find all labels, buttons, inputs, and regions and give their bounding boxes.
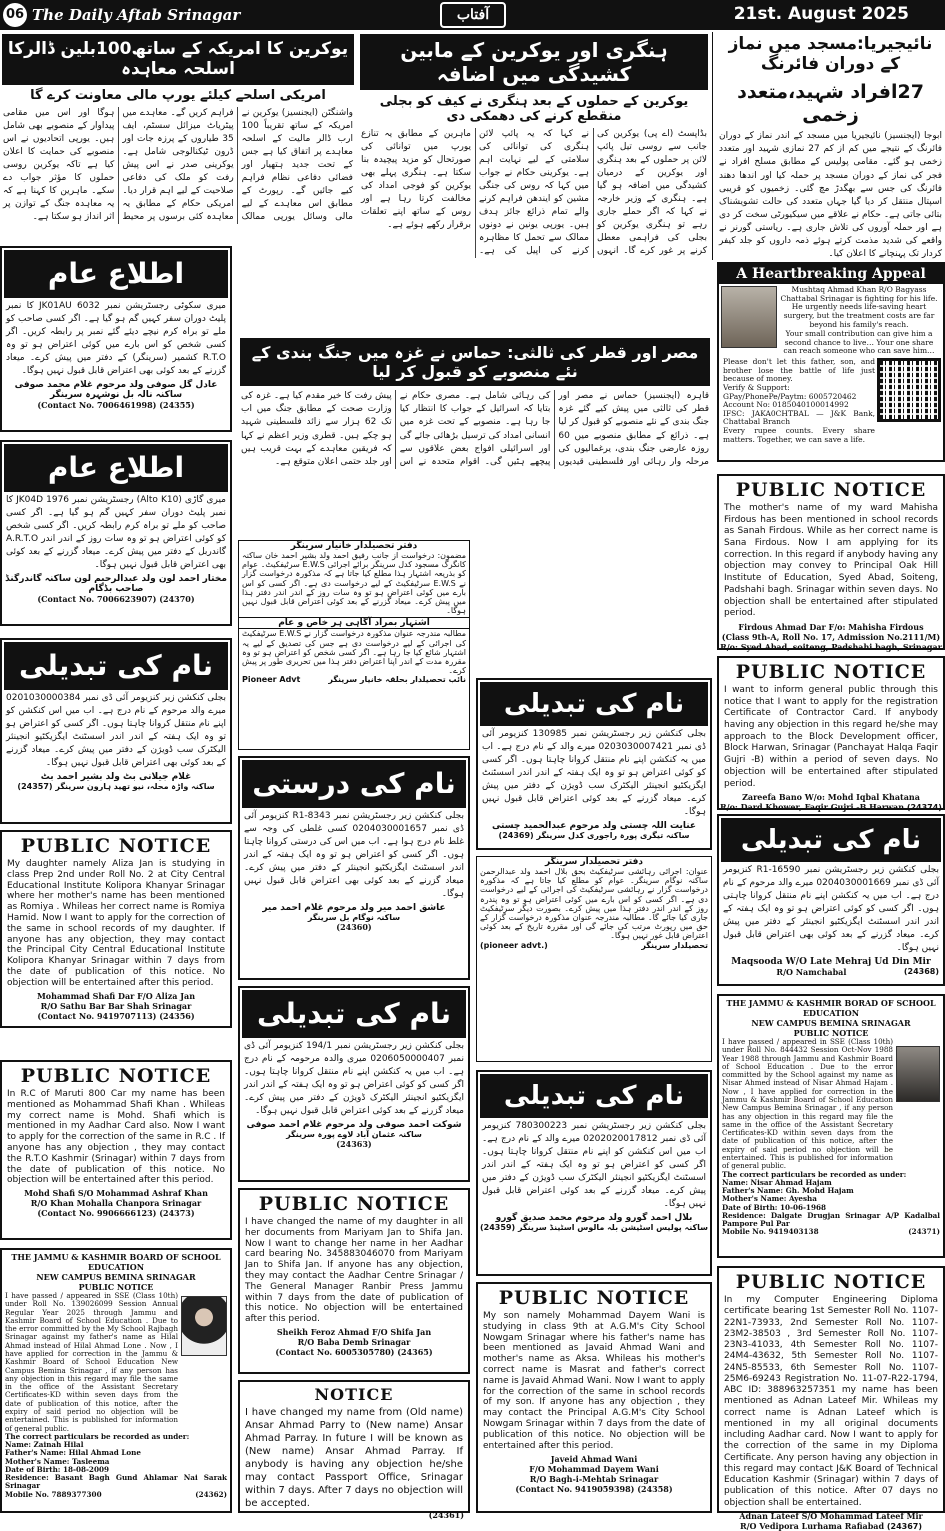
particular-residence: Residence: Dalgate Drugjan Srinagar A/P Kadalbal Pampore Pul Par xyxy=(722,1210,940,1229)
notice-title: PUBLIC NOTICE xyxy=(20,1065,212,1087)
mobile-text: Mobile No. 7889377300 xyxy=(5,1489,102,1499)
particular-mobile xyxy=(722,1228,940,1236)
headline: مصر اور قطر کی ثالثی: حماس نے غزہ میں جنگ بندی کے نئے منصوبے کو قبول کر لیا xyxy=(251,343,699,382)
article-body: ابوجا (ایجنسیز) نائیجیریا میں مسجد کے اندر نماز کے دوران فائرنگ کے نتیجے میں کم از کم 27 نمازی شہید اور متعدد زخمی ہو گئے۔ مقامی پولیس کے مطابق مسلح افراد نے فجر کی نماز کے دوران مسجد پر حملہ کیا اور اندھا دھند فائرنگ کی جس سے بھگدڑ مچ گئی۔ زخمیوں کو قریبی اسپتال منتقل کر دیا گیا جہاں متعدد کی حالت تشویشناک بتائی جاتی ہے۔ حکام نے علاقے میں سیکیورٹی سخت کر دی ہے اور حملہ آوروں کی تلاش جاری ہے۔ ریاستی گورنر نے واقعے کی شدید مذمت کرتے ہوئے ذمہ داروں کو جلد کیفر کردار تک پہنچانے کا اعلان کیا۔ xyxy=(719,131,942,259)
address-text: ساکنہ واڑہ محلہ، نیو تھید ہارون سرینگر xyxy=(55,782,215,792)
ad-banner: نام کی تبدیلی xyxy=(242,990,466,1038)
contact-text: (Contact No. 9906666123) xyxy=(37,1208,157,1219)
ad-reference: (24373) xyxy=(159,1208,195,1219)
notice-address: R/O Khan Mohalla Chanpora Srinagar xyxy=(30,1198,202,1209)
masthead xyxy=(0,0,945,30)
ad-contact xyxy=(2,400,230,410)
address-text: ساکنہ تیگری پورہ راجوری کدل سرینگر xyxy=(536,831,690,841)
appeal-footer: Every rupee counts. Every share matters. Together, we can save a life. xyxy=(723,426,875,444)
ad-reference: (24362) xyxy=(195,1489,227,1499)
ad-signatory: غلام جیلانی بٹ ولد بشیر احمد بٹ xyxy=(40,772,192,783)
board-notice-title: PUBLIC NOTICE xyxy=(793,1028,869,1038)
particular-mobile xyxy=(5,1491,227,1499)
notice-contact xyxy=(240,1347,468,1357)
board-title: THE JAMMU & KASHMIR BORAD OF SCHOOL EDUCATION xyxy=(726,998,936,1018)
particular-dob: Date of Birth: 18-08-2009 xyxy=(5,1464,109,1474)
paper-logo: آفتاب xyxy=(440,2,506,28)
ad-reference: (24369) xyxy=(498,831,534,841)
gpay-number: GPay/PhonePe/Paytm: 6005720462 xyxy=(723,391,857,401)
notice-signatory: Sheikh Feroz Ahmad F/O Shifa Jan xyxy=(276,1326,432,1337)
appeal-body xyxy=(777,286,941,356)
contact-text: (Contact No. 9419707113) xyxy=(37,1010,157,1021)
address-text: ساکنہ پولیس اسٹیشن بلہ مالوس اسٹینڈ سرینگر xyxy=(517,1223,708,1233)
notice-title: PUBLIC NOTICE xyxy=(20,835,212,857)
notice-relation: F/O Mohammad Dayem Wani xyxy=(529,1464,659,1475)
contact-text: (Contact No. 9419059398) xyxy=(515,1484,635,1495)
ad-banner: نام کی تبدیلی xyxy=(4,642,228,690)
notice-address: R/O Baba Demb Srinagar xyxy=(297,1336,411,1347)
headline: ہنگری اور یوکرین کے مابین کشیدگی میں اضافہ xyxy=(400,38,668,86)
ad-banner: نام کی تبدیلی xyxy=(480,682,708,726)
ad-footer xyxy=(239,675,469,684)
appeal-text-3: Please don't let this father, son, and brother lose the battle of life just because of money. xyxy=(723,357,875,384)
ad-notice-public-1 xyxy=(0,246,232,432)
ad-reference: (24368) xyxy=(903,967,939,977)
ad-banner: اطلاع عام xyxy=(4,250,228,298)
ad-body: میری سکوٹی رجسٹریشن نمبر JK01AU 6032 کا نمبر پلیٹ دوران سفر کہیں گم ہو گیا ہے۔ اگر کسی صاحب کو ملے تو براہ کرم نیچے دیئے گئے نمبر پر رابطہ کریں۔ اگر کسی شخص کو اس بارے میں کوئی اعتراض ہو تو وہ R.T.O کشمیر (سرینگر) کے دفتر میں پیش کرے۔ میعاد گزرنے کے بعد کوئی بھی اعتراض قابل قبول نہیں ہوگا۔ xyxy=(6,301,226,377)
notice-contact xyxy=(478,1484,710,1494)
address-text: R/O Namchabal xyxy=(776,967,847,978)
ad-name-correction-ashiq xyxy=(238,756,470,980)
ad-notice-public-2 xyxy=(0,440,232,626)
notice-particulars xyxy=(2,1433,230,1499)
ad-reference: (24358) xyxy=(637,1484,673,1495)
ad-body: مضمون: درخواست از جانب رفیق احمد ولد بشیر احمد خان ساکنہ کانگرگ مسجود کدل سرینگر برائے اجرائی E.W.S سرٹیفکیٹ۔ عوام کو بذریعہ اشتہار ہذا مطلع کیا جاتا ہے کہ مذکورہ درخواست گزار نے E.W.S سرٹیفکیٹ کے لیے درخواست دی ہے۔ اگر کسی کو اس بارے میں کوئی اعتراض ہو تو وہ سات روز کے اندر اندر دفتر ہذا میں پیش کرے۔ میعاد گزرنے کے بعد کوئی اعتراض قابل قبول نہیں ہوگا۔ xyxy=(242,551,466,616)
issue-date: 21st. August 2025 xyxy=(733,4,909,24)
qr-code-icon xyxy=(877,358,941,422)
ad-name-change-bilal xyxy=(476,1070,712,1276)
mobile-text: Mobile No. 9419403138 xyxy=(722,1227,819,1237)
ad-heartbreaking-appeal xyxy=(717,262,945,462)
ad-public-notice-aliza xyxy=(0,830,232,1028)
board-notice-title: PUBLIC NOTICE xyxy=(78,1282,154,1292)
ad-jkbose-zainah xyxy=(0,1248,232,1513)
contact-text: (Contact No. 7006461998) xyxy=(37,400,157,411)
appeal-title: A Heartbreaking Appeal xyxy=(719,264,943,284)
notice-body: In R.C of Maruti 800 Car my name has been mentioned as Mohammad Shafi Khan . Whileas my correct name is Mohd. Shafi which is mentioned in my Aadhar Card also. Now I want to apply for the correction of the same in R.C . If anyone has any objection , they may contact the R.T.O Kashmir (Srinagar) within 7 days from the date of publication of this notice. No objection will be entertained after this period. xyxy=(7,1089,225,1186)
particular-name: Name: Nisar Ahmad Hajam xyxy=(722,1177,832,1187)
ad-signatory: عنایت اللہ چستی ولد مرحوم عبدالحمید چستی xyxy=(491,821,697,832)
ad-public-notice-firdous xyxy=(717,474,945,650)
ad-body: بجلی کنکشن زیر کنزیومر آئی ڈی نمبر 0201030000384 میرے والد مرحوم کے نام درج ہے۔ اب میں اس کنکشن کو اپنے نام منتقل کروانا چاہتا ہوں۔ اگر کسی کو اعتراض ہو تو وہ ایک ہفتہ کے اندر اندر اسسٹنٹ ایگزیکٹیو انجینئر الیکٹرک سب ڈویژن کے دفتر میں پیش کرے۔ میعاد گزرنے کے بعد کوئی بھی اعتراض قابل قبول نہیں ہوگا۔ xyxy=(6,693,226,769)
office-title: دفتر تحصیلدار خانیار سرینگر xyxy=(290,541,418,551)
ad-address xyxy=(2,782,230,791)
article-hungary xyxy=(358,32,710,337)
notice-title: PUBLIC NOTICE xyxy=(735,479,927,501)
notice-title: PUBLIC NOTICE xyxy=(258,1193,450,1215)
notice-signatory: Mohd Shafi S/O Mohammad Ashraf Khan xyxy=(24,1188,208,1199)
ad-contact xyxy=(2,594,230,604)
article-nigeria xyxy=(716,32,945,258)
ad-public-notice-zareefa xyxy=(717,656,945,813)
ad-name-change-maqsooda xyxy=(717,814,945,986)
applicant-photo xyxy=(181,1296,227,1356)
ad-address: ساکنہ عثمان آباد لاوے پورہ سرینگر xyxy=(286,1130,422,1140)
ad-body-2: مطالبہ مندرجہ عنوان مذکورہ درخواست گزار نے E.W.S سرٹیفکیٹ کی اجرائی کے لیے درخواست دی ہے جس کی تصدیق کے لیے یہ اشتہار شائع کیا جا رہا ہے۔ اگر کسی شخص کو اعتراض ہو تو وہ مقررہ مدت کے اندر اپنا اعتراض دفتر ہذا میں تحریری طور پر پیش کرے۔ xyxy=(242,629,466,676)
ad-tehsildar-khanyar xyxy=(238,540,470,750)
verify-label: Verify & Support: xyxy=(723,382,790,392)
appeal-details xyxy=(721,358,877,444)
notice-address xyxy=(719,1521,943,1531)
ad-reference: (24356) xyxy=(159,1010,195,1021)
ad-signatory: بلال احمد گورو ولد مرحوم محمد صدیق گورو xyxy=(495,1213,693,1224)
footer-text: تحصیلدار سرینگر xyxy=(641,940,708,950)
ad-body: بجلی کنکشن زیر رجسٹریشن نمبر 130985 کنزیومر آئی ڈی نمبر 0203030007421 میرے والد کے نام درج ہے۔ اب میں یہ کنکشن اپنے نام منتقل کروانا چاہتا ہوں۔ اگر کسی کو کوئی اعتراض ہو تو وہ ایک ہفتہ کے اندر اندر اسسٹنٹ ایگزیکٹیو انجینئر الیکٹرک سب ڈویژن کے دفتر میں پیش کرے۔ میعاد گزرنے کے بعد کوئی اعتراض قابل قبول نہیں ہوگا۔ xyxy=(482,729,706,818)
page-number: 06 xyxy=(3,3,27,27)
ad-name-change-inayatullah xyxy=(476,678,712,850)
ad-banner: نام کی تبدیلی xyxy=(480,1074,708,1118)
applicant-photo xyxy=(896,1046,940,1102)
headline: یوکرین کا امریکہ کے ساتھ100بلین ڈالرکا اسلحہ معاہدہ xyxy=(7,39,349,80)
headline: نائیجیریا:مسجد میں نماز کے دوران فائرنگ xyxy=(728,34,933,75)
headline-box xyxy=(360,34,708,90)
notice-body: In my Computer Engineering Diploma certificate bearing 1st Semester Roll No. 1107-22N1-73933, 2nd Semester Roll No. 1107-23M2-38503 , 3rd Semester Roll No. 1107-23N3-41033, 4th Semester Roll No. 1107-24M4-43632, 5th Semester Roll No. 1107-24N5-85533, 6th Semester Roll No. 1107-25M6-69243 Registration No. 11-07-R22-1794, ABC ID: 388963257351 my name has been mentioned as Adnan Lateef Mir. Whileas my correct name is Adnan Lateef which is mentioned in my all original documents including Aadhar card. Now I want to apply for the correction of the same in my Diploma Certificate. Any person having any objection in this regard may contact J&K Board of Technical Education Kashmir (Srinagar) within 7 days of publication of this notice. After 07 days no objection shall be entertained. xyxy=(724,1295,938,1508)
notice-particulars xyxy=(719,1171,943,1237)
headline-box xyxy=(240,338,710,386)
particular-residence: Residence: Basant Bagh Gund Ahlamar Nai Sarak Srinagar xyxy=(5,1473,227,1491)
ad-name-change-shoukat xyxy=(238,986,470,1182)
article-body: واشنگٹن (ایجنسیز) یوکرین نے امریکہ کے ساتھ تقریباً 100 ارب ڈالر مالیت کے اسلحہ معاہدے پر اتفاق کیا ہے جس کے تحت جدید ہتھیار اور فضائی دفاعی نظام فراہم کیے جائیں گے۔ رپورٹ کے مطابق اس معاہدے کے لیے مالی وسائل یورپی ممالک فراہم کریں گے۔ معاہدے میں پیٹریاٹ میزائل سسٹم، ایف 35 طیاروں کے پرزہ جات اور ڈرون ٹیکنالوجی شامل ہے۔ یوکرینی صدر نے اس پیش رفت کو ملک کی دفاعی صلاحیت کے لیے اہم قرار دیا۔ امریکی حکام کے مطابق یہ معاہدہ کئی برسوں پر محیط ہوگا اور اس میں مقامی پیداوار کے منصوبے بھی شامل ہیں۔ یورپی اتحادیوں نے اس منصوبے کی حمایت کا اعلان کیا ہے تاکہ یوکرین روسی حملوں کا مؤثر جواب دے سکے۔ ماہرین کا کہنا ہے کہ یہ معاہدہ جنگ کے توازن پر اثر انداز ہو سکتا ہے۔ xyxy=(3,107,353,223)
ad-jkbose-nisar xyxy=(717,994,945,1258)
ad-reference: (24365) xyxy=(397,1346,433,1357)
ad-body: عنوان: اجرائی رہائشی سرٹیفکیٹ بحق بلال احمد ولد عبدالرحمن ساکنہ نوگام سرینگر۔ عوام کو مطلع کیا جاتا ہے کہ مذکورہ درخواست گزار نے رہائشی سرٹیفکیٹ کی اجرائی کے لیے درخواست دی ہے۔ اگر کسی کو اس بارے میں کوئی اعتراض ہو تو وہ پندرہ روز کے اندر اندر دفتر ہذا میں پیش کرے۔ بصورت دیگر سرٹیفکیٹ جاری کیا جائے گا۔ مطالبہ مندرجہ عنوان مذکورہ درخواست گزار کے حق میں رپورٹ مرتب کی جائے گی اور مقررہ تاریخ کے بعد کوئی اعتراض قابل غور نہیں ہوگا۔ xyxy=(480,867,708,941)
particular-name: Name: Zainah Hilal xyxy=(5,1440,84,1450)
ad-public-notice-maruti xyxy=(0,1060,232,1240)
notice-address: R/o: Syed Abad, soiteng, Padshahi bagh, Srinagar xyxy=(720,641,942,652)
agency-text: Pioneer Advt xyxy=(242,675,301,685)
notice-body: The mother's name of my ward Mahisha Firdous has been mentioned in school records as Sanah Firdous. While as her correct name is Sana Firdous. Now I am applying for its correction. In this regard if anybody having any objection may convey to Principal Oak Hill Institute of Education, Syed Abad, Soiteng, Padshahi bagh. Srinagar within seven days. No objection shall be entertained after stipulated period. xyxy=(724,503,938,619)
subheadline: امریکی اسلحے کیلئے یورپ مالی معاونت کرے گا xyxy=(30,87,326,103)
contact-text: (Contact No. 7006623907) xyxy=(37,594,157,605)
subheadline: یوکرین کے حملوں کے بعد ہنگری نے کیف کو بجلی منقطع کرنے کی دھمکی دی xyxy=(379,94,689,124)
ad-body: بجلی کنکشن زیر رجسٹریشن نمبر 16590-R1 کنزیومر آئی ڈی نمبر 0204030001669 میرے والد مرحوم کے نام درج ہے۔ اب میں یہ کنکشن اپنے نام منتقل کروانا چاہتی ہوں۔ اگر کسی کو کوئی اعتراض ہو تو وہ ایک ہفتہ کے اندر اندر اسسٹنٹ ایگزیکٹیو انجینئر کے دفتر میں پیش کرے۔ میعاد گزرنے کے بعد کوئی بھی اعتراض قابل قبول نہیں ہوگا۔ xyxy=(723,865,940,954)
notice-address xyxy=(719,802,943,812)
ad-reference: (24360) xyxy=(336,922,372,933)
ad-footer xyxy=(477,941,711,950)
ad-notice-ansar xyxy=(238,1380,470,1520)
notice-signatory: Zareefa Bano W/o: Mohd Iqbal Khatana xyxy=(742,792,920,803)
ad-signatory: عادل گل صوفی ولد مرحوم غلام محمد صوفی ساکنہ نالہ بل نوشہرہ سرینگر xyxy=(14,380,218,401)
particular-mother: Mother's Name: Tasleema xyxy=(5,1456,110,1466)
ad-reference: (24370) xyxy=(159,594,195,605)
ad-body: میری گاڑی (Alto K10) رجسٹریشن نمبر JK04D 1976 کا نمبر پلیٹ دوران سفر کہیں گم ہو گیا ہے۔ اگر کسی صاحب کو ملے تو براہ کرم رابطہ کریں۔ اگر کسی شخص کو کوئی اعتراض ہو تو وہ سات روز کے اندر اندر A.R.T.O گاندربل کے دفتر میں پیش کرے۔ میعاد گزرنے کے بعد کوئی بھی اعتراض قابل قبول نہیں ہوگا۔ xyxy=(6,495,226,571)
ad-signatory: شوکت احمد صوفی ولد مرحوم غلام احمد صوفی xyxy=(246,1120,462,1131)
notice-title: NOTICE xyxy=(314,1385,394,1404)
article-body: قاہرہ (ایجنسیز) حماس نے مصر اور قطر کی ثالثی میں پیش کیے گئے غزہ جنگ بندی کے نئے منصوبے کو قبول کر لیا ہے۔ ذرائع کے مطابق منصوبے میں 60 روزہ عارضی جنگ بندی، یرغمالیوں کی مرحلہ وار رہائی اور فلسطینی قیدیوں کی رہائی شامل ہے۔ مصری حکام نے بتایا کہ اسرائیل کے جواب کا انتظار کیا جا رہا ہے۔ منصوبے کے تحت غزہ میں انسانی امداد کی ترسیل بڑھائی جائے گی اور اسرائیلی افواج بعض علاقوں سے پیچھے ہٹیں گی۔ اقوام متحدہ نے اس پیش رفت کا خیر مقدم کیا ہے۔ غزہ کی وزارت صحت کے مطابق جنگ میں اب تک 62 ہزار سے زائد فلسطینی شہید ہو چکے ہیں۔ قطری وزیر اعظم نے کہا کہ فریقین معاہدے کے بہت قریب ہیں اور جلد حتمی اعلان متوقع ہے۔ xyxy=(241,391,709,467)
ad-reference: (24367) xyxy=(886,1521,923,1531)
ad-signatory: مختار احمد لون ولد عبدالرحیم لون ساکنہ گاندرگنڈ صاحب بڈگام xyxy=(5,574,227,595)
notice-title: PUBLIC NOTICE xyxy=(498,1287,690,1309)
particular-father: Father's Name: Hilal Ahmad Lone xyxy=(5,1448,141,1458)
footer-text: نائب تحصیلدار بحلقہ خانیار سرینگر xyxy=(328,675,466,685)
appeal-text-2: Your small contribution can give him a second chance to live… Your one share can reach someone who can save him… xyxy=(783,329,935,356)
ad-reference: (24361) xyxy=(428,1510,464,1520)
board-title: THE JAMMU & KASHMIR BOARD OF SCHOOL EDUCATION xyxy=(11,1252,221,1272)
ad-banner: نام کی تبدیلی xyxy=(721,818,941,862)
notice-contact xyxy=(2,1208,230,1218)
ad-reference: (24374) xyxy=(906,803,942,813)
notice-body: I want to inform general public through this notice that I want to apply for the registration Certificate of Contractor Card. If anybody having any objection in this regard he/she may approach to the Block Development officer, Block Harwan, Srinagar (Panchayat Halqa Faqir Gujri -B) within a period of seven days. No objection will be entertained after stipulated period. xyxy=(724,685,938,789)
ad-public-notice-dayem xyxy=(476,1282,712,1513)
account-number: Account No: 0185040100014992 xyxy=(723,400,849,410)
notice-signatory: Firdous Ahmad Dar F/o: Mahisha Firdous xyxy=(738,621,924,632)
ad-signatory: Maqsooda W/O Late Mehraj Ud Din Mir xyxy=(731,957,931,968)
notice-signatory: Javeid Ahmad Wani xyxy=(550,1454,638,1465)
article-gaza xyxy=(238,338,712,534)
ad-name-change-ghulam-jeelani xyxy=(0,638,232,824)
notice-address: R/O Sathu Bar Bar Shah Srinagar xyxy=(40,1000,192,1011)
ad-banner: اطلاع عام xyxy=(4,444,228,492)
ad-reference: (24363) xyxy=(336,1139,372,1150)
ad-address: ساکنہ نوگام بل سرینگر xyxy=(307,913,401,923)
board-campus: NEW CAMPUS BEMINA SRINAGAR xyxy=(751,1018,911,1028)
patient-photo xyxy=(721,286,777,348)
particulars-label: The correct particulars be recorded as under: xyxy=(722,1169,907,1179)
notice-body: My daughter namely Aliza Jan is studying in class Prep 2nd under Roll No. 2 at City Central Educational Institute Kolipora Khanyar Srinagar where her mother's name has been mentioned as Romiya . Whileas her correct name is Romiya Hamid. Now I want to apply for the correction of the same in school records of my daughter. If anyone has any objection, they may contact the Principal City Central Educational Institute Kolipora Khanyar Srinagar within 7 days from the date of publication of this notice. No objection will be entertained after this period. xyxy=(7,859,225,988)
notice-class-details: (Class 9th-A, Roll No. 17, Admission No.2111/M) xyxy=(721,631,941,642)
contact-text: (Contact No. 6005305780) xyxy=(275,1346,395,1357)
ad-tehsildar-srinagar xyxy=(476,856,712,1062)
notice-signatory: Adnan Lateef S/O Mohammad Lateef Mir xyxy=(739,1510,923,1521)
board-campus: NEW CAMPUS BEMINA SRINAGAR xyxy=(36,1272,196,1282)
notice-body: I have passed / appeared in SSE (Class 10th) under Roll No. 139026099 Session Annual Regular Year 2025 through Jammu and Kashmir Board of School Education . Due to the error committed by the My School Rajbagh Srinagar against my father's name as Hilal Ahmad instead of Hilal Ahmad Lone . Now , I have applied for correction in the Jammu & Kashmir Board of School Education New Campus Bemina Srinagar , if any person has any objection in this regard may file the same in the office of the Assistant Secretary Certificates-KD within seven days from the date of publication of this notice, after the expiry of said period no objection will be entertained. This is published for information of general public. xyxy=(5,1291,178,1433)
notice-body: My son namely Mohammad Dayem Wani is studying in class 9th at A.G.M's City School Nowgam Srinagar where his father's name has been mentioned as Javaid Ahmad Wani and mother's name as Aksa. Whileas his mother's correct name is Masrat and father's correct name is Javaid Ahmad Wani. Now I want to apply for the correction of the same in school records of my son. If anyone has any objection , they may contact the Principal A.G.M's City School Nowgam Srinagar within 7 days from the date of publication of this notice. No objection will be entertained after this period. xyxy=(483,1311,705,1451)
office-title: دفتر تحصیلدار سرینگر xyxy=(545,857,643,867)
ad-reference: (24371) xyxy=(908,1227,940,1237)
ad-body: بجلی کنکشن زیر رجسٹریشن نمبر 8343-R1 کنزیومر آئی ڈی نمبر 0204030001657 کسی غلطی کی وجہ سے غلط نام درج ہوا ہے۔ اب میں اس کی درستی کروانا چاہتا ہوں۔ اگر کسی کو اعتراض ہو تو وہ ایک ہفتہ کے اندر اندر اسسٹنٹ ایگزیکٹیو انجینئر کے دفتر میں پیش کرے۔ میعاد گزرنے کے بعد کوئی بھی اعتراض قابل قبول نہیں ہوگا۔ xyxy=(244,811,464,900)
subheadline: 27افراد شہید،متعدد زخمی xyxy=(737,80,924,126)
notice-signatory: Mohammad Shafi Dar F/O Aliza Jan xyxy=(36,990,196,1001)
article-body: بڈاپسٹ (اے پی) یوکرین کی جانب سے روسی تیل پائپ لائن پر حملوں کے بعد ہنگری اور یوکرین کے درمیان کشیدگی میں اضافہ ہو گیا ہے۔ ہنگری کے وزیر خارجہ نے کہا کہ اگر حملے جاری رہے تو ہنگری یوکرین کو بجلی کی فراہمی معطل کرنے پر غور کرے گا۔ انہوں نے کہا کہ یہ پائپ لائن ہنگری کی توانائی کی سلامتی کے لیے نہایت اہم ہے۔ یوکرینی حکام نے جواب میں کہا کہ روس کی جنگی مشین کو ایندھن فراہم کرنے والے تمام ذرائع جائز ہدف ہیں۔ یورپی یونین نے دونوں ممالک سے تحمل کا مظاہرہ کرنے کی اپیل کی ہے۔ ماہرین کے مطابق یہ تنازع یورپ میں توانائی کی صورتحال کو مزید پیچیدہ بنا سکتا ہے۔ ہنگری پہلے بھی یوکرین کو فوجی امداد کی مخالفت کرتا رہا ہے اور روس کے ساتھ اپنے تعلقات برقرار رکھے ہوئے ہے۔ xyxy=(361,129,707,257)
ad-subheading: اشتہار بمراد آگاہی ہر خاص و عام xyxy=(239,617,469,629)
column-rule xyxy=(712,32,713,260)
notice-contact xyxy=(2,1011,230,1021)
ad-reference: (24355) xyxy=(159,400,195,411)
ad-address xyxy=(719,967,943,977)
particulars-label: The correct particulars be recorded as under: xyxy=(5,1431,190,1441)
address-text: R/o: Dard Khower, Faqir Gujri -B Harwan xyxy=(720,802,905,813)
ad-signatory: عاشق احمد میر ولد مرحوم غلام احمد میر xyxy=(262,903,446,914)
particular-dob: Date of Birth: 10-06-1968 xyxy=(722,1202,826,1212)
ad-public-notice-shifa xyxy=(238,1188,470,1374)
ad-banner: نام کی درستی xyxy=(242,760,466,808)
notice-body: I have passed / appeared in SSE (Class 10th) under Roll No. 844432 Session Oct-Nov 1988 Year 1988 through Jammu and Kashmir Board of School Education . Due to the error committed by the School against my name as Nisar Ahmed instead of Nisar Ahmad Hajam . Now , I have applied for correction in the Jammu & Kashmir Board of School Education New Campus Bemina Srinagar , if any person has any objection in this regard may file the same in the office of the Assistant Secretary Certificates-KD within seven days from the date of publication of this notice, after the expiry of said period no objection will be entertained. This is published for information of general public. xyxy=(722,1037,893,1171)
appeal-text: Mushtaq Ahmad Khan R/O Bagyass Chattabal Srinagar is fighting for his life. He urgently needs life-saving heart surgery, but the treatment costs are far beyond his family's reach. xyxy=(780,285,938,329)
ad-reference: (24357) xyxy=(17,782,53,792)
particular-father: Father's Name: Gh. Mohd Hajam xyxy=(722,1186,854,1196)
agency-text: (pioneer advt.) xyxy=(480,940,548,950)
notice-body: I have changed the name of my daughter in all her documents from Mariyam Jan to Shifa Jan. Now I want to change her name in her Aadhar card bearing No. 345883046070 from Mariyam Jan to Shifa Jan. If anyone has any objection, they may contact the Aadhar Centre Srinagar / The General Manager Ranbir Press Jammu within 7 days from the date of publication of this notice. No objection will be entertained after this period. xyxy=(245,1217,463,1325)
particular-mother: Mother's Name: Ayesha xyxy=(722,1194,817,1204)
ad-body: بجلی کنکشن زیر رجسٹریشن نمبر 194/1 کنزیومر آئی ڈی نمبر 0206050000407 میری والدہ مرحومہ کے نام درج ہے۔ اب میں یہ کنکشن اپنے نام منتقل کروانا چاہتا ہوں۔ اگر کسی کو کوئی اعتراض ہو تو وہ ایک ہفتہ کے اندر اندر ایگزیکٹیو انجینئر الیکٹرک ڈویژن کے دفتر میں پیش کرے۔ میعاد گزرنے کے بعد کوئی اعتراض قابل قبول نہیں ہوگا۔ xyxy=(244,1041,464,1117)
ad-body: بجلی کنکشن زیر رجسٹریشن نمبر 780300223 کنزیومر آئی ڈی نمبر 0202020017812 میرے والد کے نام درج ہے۔ اب میں اس کنکشن کو اپنے نام منتقل کروانا چاہتا ہوں۔ اگر کسی کو اعتراض ہو تو وہ ایک ہفتہ کے اندر اندر اسسٹنٹ ایگزیکٹیو انجینئر الیکٹرک سب ڈویژن کے دفتر میں پیش کرے۔ میعاد گزرنے کے بعد کوئی اعتراض قابل قبول نہیں ہوگا۔ xyxy=(482,1121,706,1210)
ad-reference: (24359) xyxy=(480,1223,516,1233)
paper-name: The Daily Aftab Srinagar xyxy=(32,6,241,24)
notice-title: PUBLIC NOTICE xyxy=(735,661,927,683)
notice-title: PUBLIC NOTICE xyxy=(735,1271,927,1293)
ad-address xyxy=(478,831,710,840)
headline-box xyxy=(2,34,354,85)
notice-address: R/O Bagh-i-Mehtab Srinagar xyxy=(529,1474,659,1485)
ad-public-notice-adnan xyxy=(717,1266,945,1531)
ad-address xyxy=(478,1223,710,1232)
address-text: R/O Vedipora Lurhama Rafiabad xyxy=(739,1520,885,1531)
notice-body: I have changed my name from (Old name) Ansar Ahmad Parry to (New name) Ansar Ahmad Parray. In future I will be known as (New name) Ansar Ahmad Parray. If anybody is having any objection he/she may contact Passport Office, Srinagar within 7 days. After 7 days no objection will be accepted. xyxy=(245,1407,463,1509)
ifsc-code: IFSC: JAKA0CHTBAL — J&K Bank, Chattabal Branch xyxy=(723,408,875,427)
